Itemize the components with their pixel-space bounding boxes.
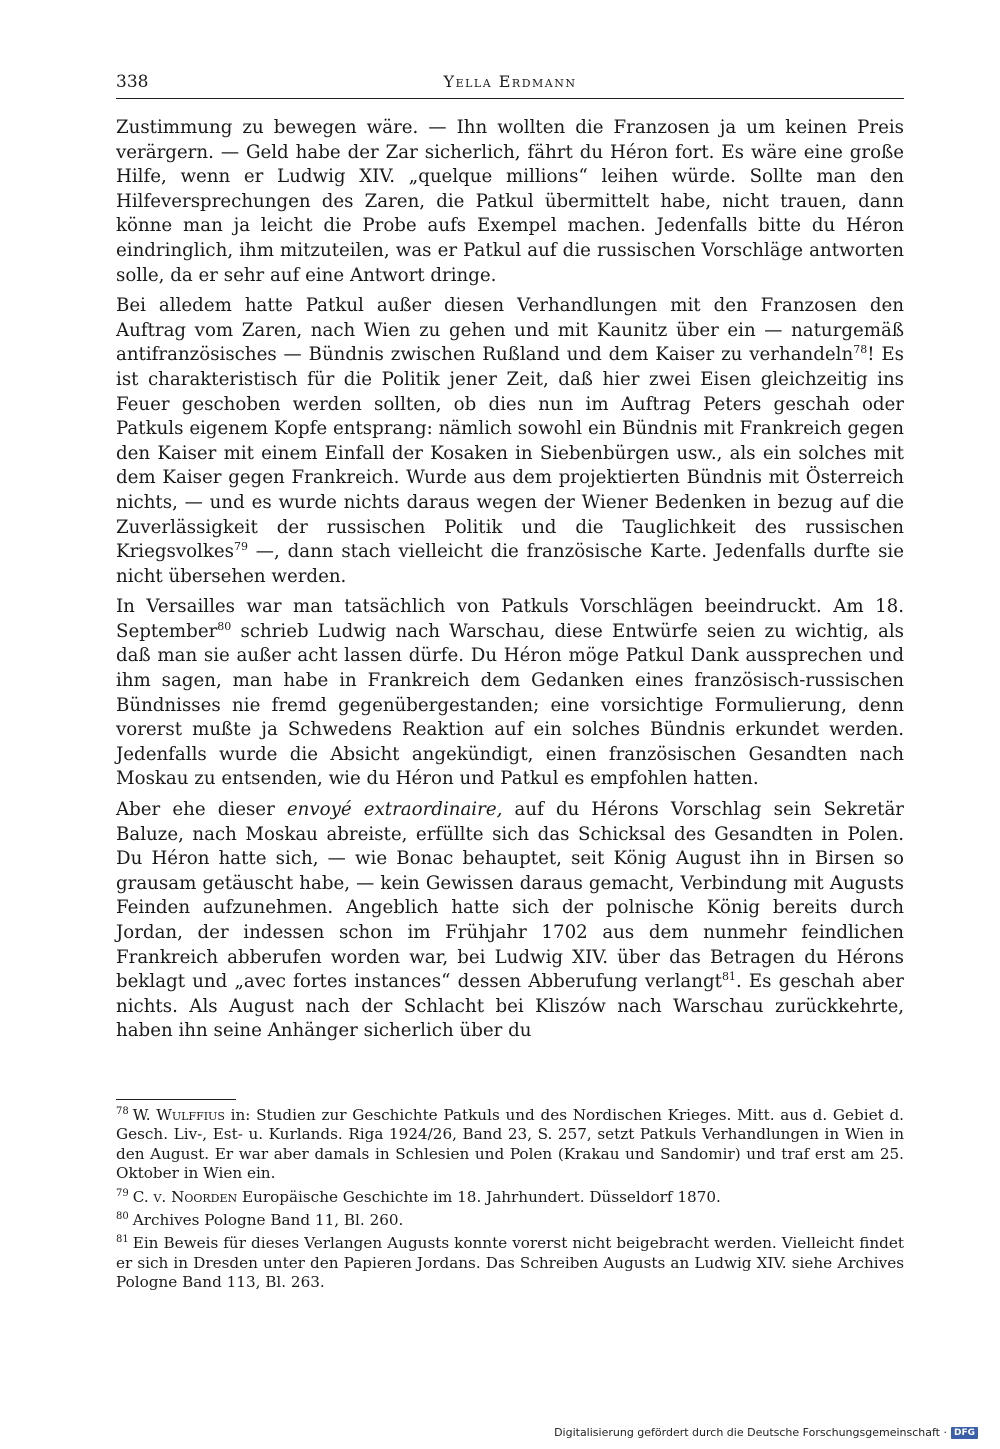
footnote-81 [116, 1234, 904, 1292]
footnote-ref-79[interactable]: 79 [234, 540, 248, 554]
paragraph-4 [116, 798, 904, 1044]
footnote-ref-78[interactable]: 78 [853, 343, 868, 357]
paragraph-2-text-c: —, dann stach vielleicht die französische Karte. Jedenfalls durfte sie nicht übersehen werden. [116, 541, 904, 587]
footnote-number: 81 [116, 1234, 129, 1246]
paragraph-2 [116, 294, 904, 589]
footnote-text: Europäische Geschichte im 18. Jahrhundert. Düsseldorf 1870. [237, 1187, 721, 1206]
paragraph-4-text-a: Aber ehe dieser [116, 799, 287, 821]
footnote-author: C. v. Noorden [132, 1187, 238, 1206]
footnote-ref-80[interactable]: 80 [217, 619, 232, 633]
footnote-number: 80 [116, 1210, 129, 1222]
paragraph-3-text-b: schrieb Ludwig nach Warschau, diese Entwürfe seien zu wichtig, als daß man sie außer acht lassen dürfe. Du Héron möge Patkul Dank aussprechen und ihm sagen, man habe in Frankreich dem Gedanken eines französisch-russischen Bündnisses nie fremd gegenübergestanden; eine vorsichtige Formulierung, denn vorerst mußte ja Schwedens Reaktion auf ein solches Bündnis erkundet werden. Jedenfalls wurde die Absicht angekündigt, einen französischen Gesandten nach Moskau zu entsenden, wie du Héron und Patkul es empfohlen hatten. [116, 620, 904, 790]
footnote-ref-81[interactable]: 81 [721, 970, 736, 984]
footnote-78 [116, 1106, 904, 1184]
paragraph-1 [116, 116, 904, 288]
dfg-logo-icon: DFG [951, 1427, 978, 1439]
paragraph-4-text-b: auf du Hérons Vorschlag sein Sekretär Baluze, nach Moskau abreiste, erfüllte sich das Schicksal des Gesandten in Polen. Du Héron hatte sich, — wie Bonac behauptet, seit König August ihn in Birsen so grausam getäuscht habe, — kein Gewissen daraus gemacht, Verbindung mit Augusts Feinden aufzunehmen. Angeblich hatte sich der polnische König bereits durch Jordan, der indessen schon im Frühjahr 1702 aus dem nunmehr feindlichen Frankreich abberufen worden war, bei Ludwig XIV. über das Betragen du Hérons beklagt und „avec fortes instances“ dessen Abberufung verlangt [116, 799, 904, 993]
paragraph-2-text-a: Bei alledem hatte Patkul außer diesen Verhandlungen mit den Franzosen den Auftrag vom Zaren, nach Wien zu gehen und mit Kaunitz über ein — naturgemäß antifranzösisches — Bündnis zwischen Rußland und dem Kaiser zu verhandeln [116, 295, 904, 366]
footnote-number: 78 [116, 1105, 129, 1117]
footnote-text: Ein Beweis für dieses Verlangen Augusts konnte vorerst nicht beigebracht werden. Vielleicht findet er sich in Dresden unter den Papieren Jordans. Das Schreiben Augusts an Ludwig XIV. siehe Archives Pologne Band 113, Bl. 263. [116, 1234, 904, 1292]
paragraph-3 [116, 595, 904, 792]
page-number: 338 [116, 72, 149, 92]
body-text [116, 116, 904, 1050]
digitization-footer [554, 1426, 978, 1439]
footnote-text: Archives Pologne Band 11, Bl. 260. [132, 1211, 404, 1230]
page-header [116, 70, 904, 99]
footnote-divider [116, 1099, 236, 1100]
footnote-author: W. Wulffius [132, 1106, 225, 1124]
running-head: Yella Erdmann [443, 72, 577, 91]
footnote-79 [116, 1188, 904, 1207]
paragraph-2-text-b: ! Es ist charakteristisch für die Politik jener Zeit, daß hier zwei Eisen gleichzeitig ins Feuer geschoben werden sollten, ob dies nun im Auftrag Peters geschah oder Patkuls eigenem Kopfe entsprang: nämlich sowohl ein Bündnis mit Frankreich gegen den Kaiser mit einem Einfall der Kosaken in Siebenbürgen usw., als ein solches mit dem Kaiser gegen Frankreich. Wurde aus dem projektierten Bündnis mit Österreich nichts, — und es wurde nichts daraus wegen der Wiener Bedenken in bezug auf die Zuverlässigkeit der russischen Politik und die Tauglichkeit des russischen Kriegsvolkes [116, 344, 904, 563]
paragraph-1-text: Zustimmung zu bewegen wäre. — Ihn wollten die Franzosen ja um keinen Preis verärgern. — Geld habe der Zar sicherlich, fährt du Héron fort. Es wäre eine große Hilfe, wenn er Ludwig XIV. „quelque millions“ leihen würde. Sollte man den Hilfeversprechungen des Zaren, die Patkul übermittelt habe, nicht trauen, dann könne man ja leicht die Probe aufs Exempel machen. Jedenfalls bitte du Héron eindringlich, ihm mitzuteilen, was er Patkul auf die russischen Vorschläge antworten solle, da er sehr auf eine Antwort dringe. [116, 117, 904, 286]
paragraph-4-text-c: . Es geschah aber nichts. Als August nach der Schlacht bei Kliszów nach Warschau zurückkehrte, haben ihn seine Anhänger sicherlich über du [116, 971, 905, 1042]
paragraph-3-text-a: In Versailles war man tatsächlich von Patkuls Vorschlägen beeindruckt. Am 18. September [116, 596, 904, 642]
footnote-text: in: Studien zur Geschichte Patkuls und des Nordischen Krieges. Mitt. aus d. Gebiet d. Gesch. Liv-, Est- u. Kurlands. Riga 1924/26, Band 23, S. 257, setzt Patkuls Verhandlungen in Wien in den August. Er war aber damals in Schlesien und Polen (Krakau und Sandomir) und traf erst am 25. Oktober in Wien ein. [116, 1106, 904, 1183]
footnote-number: 79 [116, 1187, 129, 1199]
footnotes [116, 1106, 904, 1297]
footnote-80 [116, 1211, 904, 1230]
footer-text: Digitalisierung gefördert durch die Deutsche Forschungsgemeinschaft · [554, 1426, 947, 1439]
paragraph-4-emphasis: envoyé extraordinaire, [286, 799, 503, 821]
